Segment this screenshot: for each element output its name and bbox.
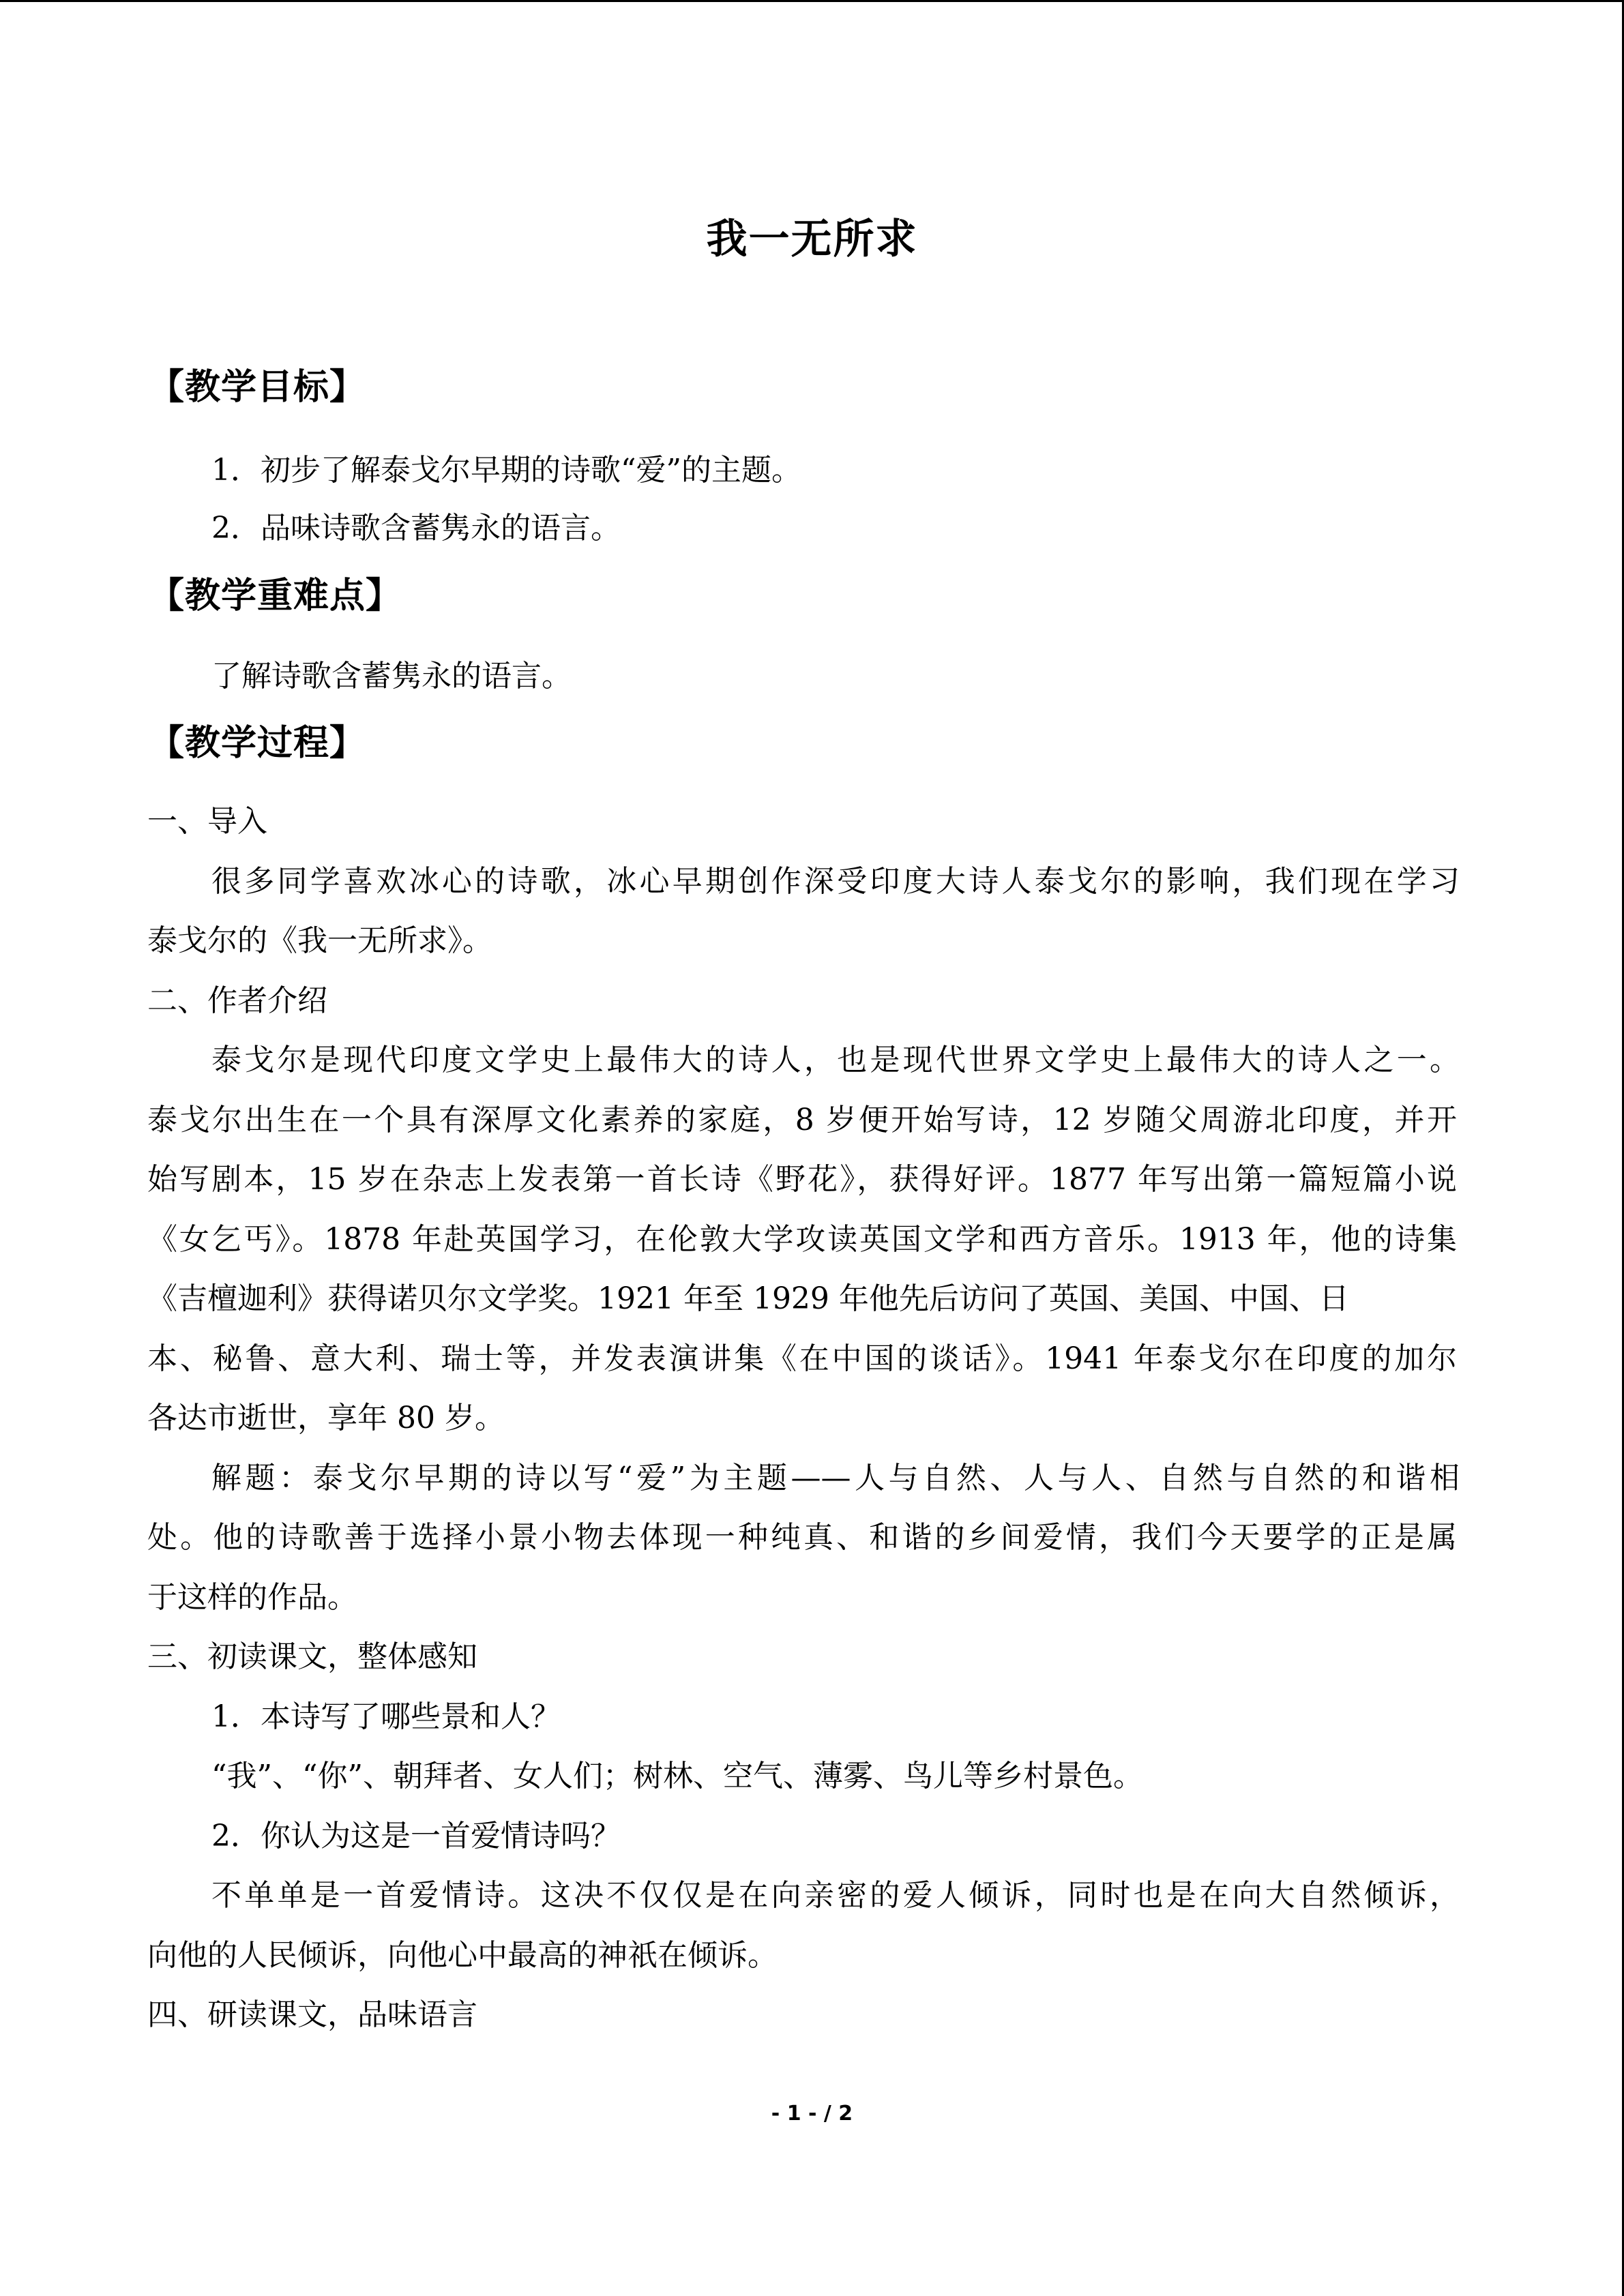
question-line: 2．你认为这是一首爱情诗吗？ (211, 1819, 621, 1853)
heading-process: 【教学过程】 (149, 723, 366, 764)
paragraph-line: 解题：泰戈尔早期的诗以写“爱”为主题——人与自然、人与人、自然与自然的和谐相 (211, 1461, 1460, 1495)
document-title: 我一无所求 (706, 215, 918, 263)
paragraph-line: 本、秘鲁、意大利、瑞士等，并发表演讲集《在中国的谈话》。1941 年泰戈尔在印度的加尔 (147, 1341, 1457, 1376)
paragraph-line: 处。他的诗歌善于选择小景小物去体现一种纯真、和谐的乡间爱情，我们今天要学的正是属 (147, 1520, 1457, 1555)
section-intro-title: 一、导入 (147, 804, 267, 839)
answer-line: 向他的人民倾诉，向他心中最高的神祇在倾诉。 (147, 1938, 778, 1973)
key-points-text: 了解诗歌含蓄隽永的语言。 (211, 659, 572, 694)
paragraph-line: 始写剧本，15 岁在杂志上发表第一首长诗《野花》，获得好评。1877 年写出第一篇短篇小说 (147, 1162, 1457, 1197)
paragraph-line: 泰戈尔是现代印度文学史上最伟大的诗人，也是现代世界文学史上最伟大的诗人之一。 (211, 1043, 1460, 1077)
heading-objectives: 【教学目标】 (149, 367, 366, 408)
objective-item-1: 1．初步了解泰戈尔早期的诗歌“爱”的主题。 (211, 453, 801, 488)
section-author-title: 二、作者介绍 (147, 983, 327, 1018)
answer-line: “我”、“你”、朝拜者、女人们；树林、空气、薄雾、鸟儿等乡村景色。 (211, 1759, 1143, 1793)
answer-line: 不单单是一首爱情诗。这决不仅仅是在向亲密的爱人倾诉，同时也是在向大自然倾诉， (211, 1878, 1460, 1913)
paragraph-line: 各达市逝世，享年 80 岁。 (147, 1401, 505, 1435)
heading-key-points: 【教学重难点】 (149, 576, 402, 616)
paragraph-line: 很多同学喜欢冰心的诗歌，冰心早期创作深受印度大诗人泰戈尔的影响，我们现在学习 (211, 864, 1460, 899)
question-line: 1．本诗写了哪些景和人？ (211, 1699, 561, 1734)
page-number: - 1 - / 2 (771, 2102, 853, 2126)
paragraph-line: 《女乞丐》。1878 年赴英国学习，在伦敦大学攻读英国文学和西方音乐。1913 年，他的诗集 (147, 1222, 1457, 1257)
paragraph-line: 《吉檀迦利》获得诺贝尔文学奖。1921 年至 1929 年他先后访问了英国、美国、中国、日 (147, 1281, 1349, 1316)
section-first-reading-title: 三、初读课文，整体感知 (147, 1639, 477, 1674)
paragraph-line: 泰戈尔的《我一无所求》。 (147, 923, 492, 958)
paragraph-line: 泰戈尔出生在一个具有深厚文化素养的家庭，8 岁便开始写诗，12 岁随父周游北印度，并开 (147, 1103, 1457, 1137)
section-study-title: 四、研读课文，品味语言 (147, 1997, 477, 2032)
objective-item-2: 2．品味诗歌含蓄隽永的语言。 (211, 511, 621, 546)
paragraph-line: 于这样的作品。 (147, 1580, 357, 1615)
